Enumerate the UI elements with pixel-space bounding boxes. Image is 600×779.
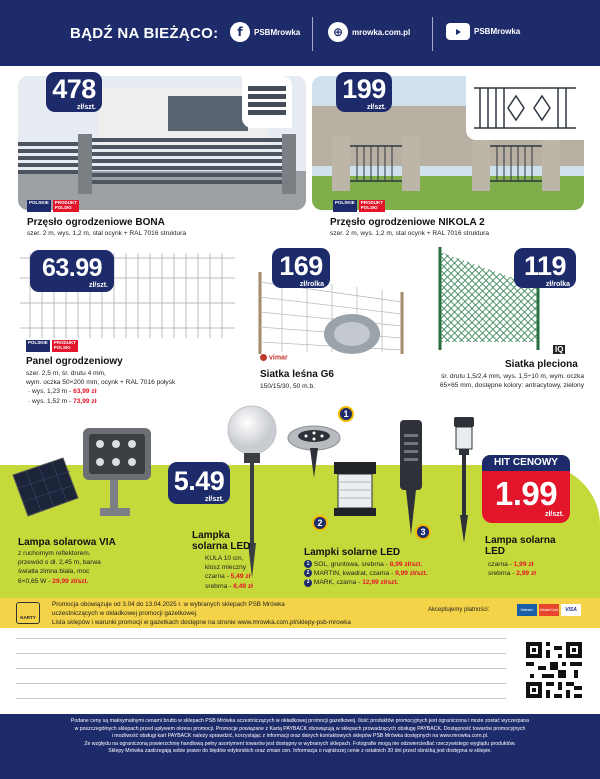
panel-title: Panel ogrodzeniowy <box>26 356 123 367</box>
title-line: Lampka <box>192 530 230 541</box>
price-value: 169 <box>279 251 323 281</box>
siatka-pleciona-desc <box>440 372 584 390</box>
footer-disclaimer <box>0 714 600 779</box>
item-price: 8,99 zł/szt. <box>389 561 423 568</box>
vimar-text: vimar <box>269 354 288 362</box>
promo-line: uczestniczących w okładkowej promocji gazetkowej. <box>52 609 198 617</box>
polskie-badge: POLSKIE <box>333 200 357 212</box>
variant-label: srebrna - <box>488 570 517 578</box>
payment-cards <box>517 604 581 616</box>
title-line: solarna LED <box>192 541 251 552</box>
desc-line: klosz mleczny <box>205 564 247 572</box>
desc-line: KULA 10 cm, <box>205 555 244 562</box>
kula-variant-2 <box>205 582 253 591</box>
visa-icon: VISA <box>561 604 581 616</box>
item-label: SOL, gruntowa, srebrna - <box>313 561 390 568</box>
item-price: 9,99 zł/szt. <box>395 570 428 578</box>
pusia-variant-2 <box>488 569 536 578</box>
note-line <box>16 668 506 669</box>
lampki-item-1 <box>304 560 428 569</box>
panel-variant-2: · wys. 1,52 m - 73,99 zł <box>28 397 97 405</box>
maestro-icon: Maestro <box>517 604 537 616</box>
price-unit: zł/szt. <box>76 104 96 111</box>
footer-line: Podane ceny są maksymalnymi cenami brutto w sklepach PSB Mrówka uczestniczących w okładkowej promocji gazetkowej. Ilość produktów promocyjnych jest ograniczona i może zostać wyczerpana <box>70 718 530 724</box>
siatka-pleciona-price-badge <box>514 248 576 288</box>
lampki-title: Lampki solarne LED <box>304 547 401 558</box>
vimar-icon <box>260 354 267 361</box>
marker-3: 3 <box>415 524 431 540</box>
nikola-badges <box>333 200 385 212</box>
variant-label: czarna - <box>488 561 514 568</box>
title-line: Lampa solarna <box>485 535 556 546</box>
item-price: 12,99 zł/szt. <box>362 579 399 587</box>
website-link[interactable] <box>328 22 410 42</box>
karty-label: KARTY <box>20 615 36 620</box>
variant-price: 5,49 zł <box>230 573 251 581</box>
price-unit: zł/szt. <box>544 511 564 518</box>
panel-desc-line: wym. oczka 50×200 mm, ocynk + RAL 7016 połysk <box>26 379 176 387</box>
footer-line: Sklepy Mrówka zastrzegają sobie prawo do błędów edytorskich oraz zmian cen. Informacja o najniższej cenie z ostatnich 30 dni przed obniżką jest dostępna w sklepie. <box>108 748 492 755</box>
desc-line: przewód o dł. 2,45 m, barwa <box>18 559 101 567</box>
nikola-title: Przęsło ogrodzeniowe NIKOLA 2 <box>330 217 485 228</box>
facebook-link[interactable] <box>230 22 300 42</box>
footer-line: w poszczególnych sklepach przed upływem okresu promocji. Promocje powiązane z Kartą PAYBACK obowiązują w sklepach prowadzących obsługę PAYBACK. Dostępność towarów promocyjnych <box>74 725 526 732</box>
header-title: BĄDŹ NA BIEŻĄCO: <box>70 25 219 42</box>
marker-1: 1 <box>338 406 354 422</box>
website-label: mrowka.com.pl <box>352 27 411 37</box>
lampki-item-3 <box>304 578 428 587</box>
panel-price-badge <box>30 250 114 292</box>
variant-price: 1,99 zł <box>513 561 534 568</box>
item-number: 2 <box>304 569 312 577</box>
note-line <box>16 698 506 699</box>
variant-label: wys. 1,23 m - <box>32 388 74 396</box>
produkt-polski-badge: PRODUKT POLSKI <box>54 200 78 210</box>
kula-desc <box>205 554 253 591</box>
payments-label: Akceptujemy płatności: <box>428 607 490 613</box>
bona-swatch <box>242 76 292 128</box>
note-line <box>16 638 506 639</box>
via-title: Lampa solarowa VIA <box>18 537 116 548</box>
footer-line: Ze względu na ograniczoną powierzchnię handlową pełny asortyment towarów jest dostępny w wybranych sklepach. Fotografie mogą nie odzwierciedlać rzeczywistego wyglądu produktów. <box>84 740 516 747</box>
produkt-polski-badge: PRODUKT POLSKI <box>53 340 77 350</box>
price-unit: zł/szt. <box>204 496 224 503</box>
variant-price: 29,99 zł/szt. <box>52 577 89 585</box>
kula-variant-1 <box>205 572 253 581</box>
desc-line: śr. drutu 1,5/2,4 mm, wys. 1,5÷10 m, wym. oczka <box>441 373 584 380</box>
variant-label: srebrna - <box>205 582 234 590</box>
item-label: MARTIN, kwadrat, czarna - <box>313 570 396 578</box>
via-desc <box>18 549 101 586</box>
panel-desc <box>26 369 175 406</box>
bona-title: Przęsło ogrodzeniowe BONA <box>27 217 165 228</box>
bona-price-badge <box>46 72 102 112</box>
youtube-icon <box>446 23 470 40</box>
qr-code[interactable] <box>526 642 582 698</box>
nikola-price-badge <box>336 72 392 112</box>
title-line: LED <box>485 546 505 557</box>
nikola-desc: szer. 2 m, wys. 1,2 m, stal ocynk + RAL 7016 struktura <box>330 230 489 237</box>
hit-cenowy-label: HIT CENOWY <box>482 455 570 471</box>
price-value: 1.99 <box>494 475 558 512</box>
price-unit: zł/szt. <box>366 104 386 111</box>
notes-area <box>0 628 600 714</box>
price-value: 199 <box>342 74 386 104</box>
variant-label: czarna - <box>205 573 231 581</box>
nikola-swatch <box>466 76 584 140</box>
produkt-polski-badge: PRODUKT POLSKI <box>360 200 384 210</box>
pusia-title <box>485 535 556 557</box>
siatka-pleciona-title: Siatka pleciona <box>505 359 578 370</box>
variant-price: 63,99 zł <box>73 388 97 396</box>
promo-text <box>52 601 351 627</box>
note-line <box>16 683 506 684</box>
panel-badges <box>26 340 78 352</box>
polskie-badge: POLSKIE <box>26 340 50 352</box>
price-value: 63.99 <box>41 254 103 282</box>
kula-title <box>192 530 250 552</box>
price-unit: zł/rolka <box>299 281 324 288</box>
karty-icon <box>16 602 40 624</box>
divider <box>432 17 433 51</box>
globe-icon: ⊕ <box>328 22 348 42</box>
note-line <box>16 653 506 654</box>
via-price-line <box>18 577 101 586</box>
bona-desc: szer. 2 m, wys. 1,2 m, stal ocynk + RAL 7016 struktura <box>27 230 186 237</box>
price-unit: zł/rolka <box>545 281 570 288</box>
pusia-price-badge <box>482 471 570 523</box>
siatka-lesna-desc: 150/15/30, 50 m.b. <box>260 383 315 390</box>
lampki-list <box>304 560 428 588</box>
lampa-led-photo <box>446 415 482 545</box>
item-number: 3 <box>304 579 312 587</box>
siatka-lesna-title: Siatka leśna G6 <box>260 369 334 380</box>
lampki-item-2 <box>304 569 428 578</box>
marker-2: 2 <box>312 515 328 531</box>
youtube-label: PSBMrowka <box>474 27 521 36</box>
iq-logo: IQ <box>555 345 564 354</box>
variant-price: 2,99 zł <box>516 570 537 578</box>
promo-line: Lista sklepów i warunki promocji w gazetkach dostępne na stronie www.mrowka.com.pl/sklepy-psb-mrowka <box>52 618 351 626</box>
pusia-variant-1 <box>488 560 536 569</box>
bona-badges <box>27 200 79 212</box>
via-photo <box>8 420 158 530</box>
price-value: 478 <box>52 74 96 104</box>
header-bar <box>0 0 600 66</box>
kula-price-badge <box>168 462 230 504</box>
desc-line: światła zimna biała, moc <box>18 568 90 576</box>
item-label: MARK, czarna - <box>313 579 363 587</box>
mastercard-icon: MasterCard <box>539 604 559 616</box>
desc-line: 65×65 mm, dostępne kolory: antracytowy, zielony <box>439 382 584 390</box>
variant-price: 6,49 zł <box>233 582 254 590</box>
polskie-badge: POLSKIE <box>27 200 51 212</box>
vimar-logo <box>260 354 288 361</box>
promo-strip <box>0 598 600 628</box>
panel-variant-1: · wys. 1,23 m - 63,99 zł <box>28 388 97 396</box>
price-value: 119 <box>523 251 567 281</box>
footer-line: i możliwość obsługi kart PAYBACK należy sprawdzić, korzystając z informacji oraz danych kontaktowych sklepów PSB Mrówka dostępnych na www.mrowka.com.pl. <box>111 733 489 740</box>
variant-price: 73,99 zł <box>73 397 97 405</box>
youtube-link[interactable] <box>446 23 520 40</box>
divider <box>312 17 313 51</box>
item-number: 1 <box>304 560 312 568</box>
desc-line: z ruchomym reflektorem, <box>18 550 91 557</box>
facebook-icon: f <box>230 22 250 42</box>
variant-label: 6×0,65 W - <box>18 577 53 585</box>
variant-label: wys. 1,52 m - <box>32 397 74 405</box>
price-value: 5.49 <box>173 466 225 496</box>
panel-desc-line: szer. 2,5 m, śr. drutu 4 mm, <box>26 370 106 377</box>
pusia-desc <box>488 560 536 578</box>
siatka-lesna-price-badge <box>272 248 330 288</box>
facebook-label: PSBMrowka <box>254 27 301 37</box>
promo-line: Promocja obowiązuje od 3.04 do 13.04.2025 r. w wybranych sklepach PSB Mrówka <box>52 601 285 608</box>
price-unit: zł/szt. <box>88 282 108 289</box>
